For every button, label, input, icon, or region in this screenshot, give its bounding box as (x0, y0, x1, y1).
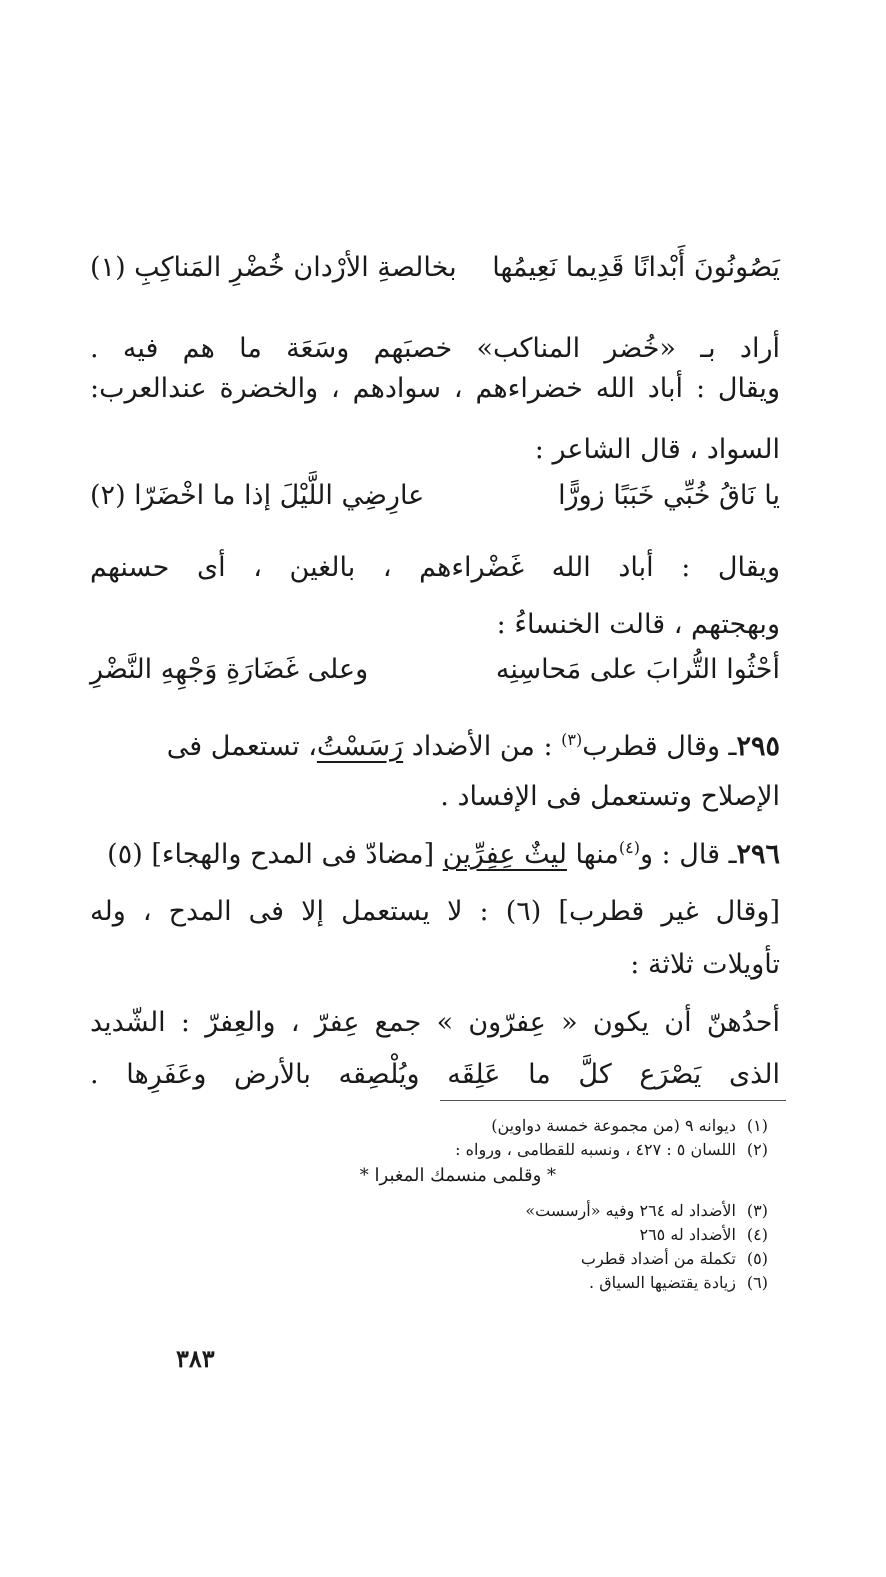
entry-296-line-5: الذى يَصْرَع كلَّ ما عَلِقَه ويُلْصِقه بالأرض وعَفَرِها . (90, 1059, 780, 1090)
footnote-4-text: الأضداد له ٢٦٥ (639, 1225, 736, 1244)
verse-3-hemistich-2: وعلى غَضَارَةِ وَجْهِهِ النَّضْرِ (90, 654, 369, 685)
footnote-2-number: (٢) (746, 1140, 768, 1159)
entry-296-line-2: [وقال غير قطرب] (٦) : لا يستعمل إلا فى المدح ، وله (90, 896, 780, 927)
footnote-1-text: ديوانه ٩ (من مجموعة خمسة دواوين) (491, 1116, 736, 1135)
entry-295-headword: رَسَسْتُ (316, 731, 404, 762)
footnote-4 (128, 1223, 768, 1247)
entry-295-line-1 (90, 720, 780, 767)
footnote-1 (128, 1114, 768, 1138)
footnote-2-verse: * وقلمى منسمك المغبرا * (359, 1165, 556, 1186)
verse-3-hemistich-1: أحْثُوا التُّرابَ على مَحاسِنِه (495, 654, 780, 685)
footnote-3 (128, 1199, 768, 1223)
verse-2-hemistich-1: يا نَاقُ خُبِّي خَبَبًا زورًّا (558, 480, 780, 511)
footnote-3-number: (٣) (746, 1201, 768, 1220)
entry-296-line-1 (90, 828, 780, 875)
footnote-6-text: زيادة يقتضيها السياق . (589, 1273, 736, 1292)
footnote-divider (440, 1100, 786, 1101)
paragraph-2-line-1: ويقال : أباد الله غَضْراءهم ، بالغين ، أى حسنهم (90, 552, 780, 583)
footnote-ref-4: (٤) (618, 838, 640, 857)
entry-295-number: ٢٩٥ (736, 731, 780, 762)
verse-3 (90, 650, 780, 690)
entry-296-line-4: أحدُهنّ أن يكون « عِفرّون » جمع عِفرّ ، والعِفرّ : الشّديد (90, 1007, 780, 1038)
entry-296-headword: ليثٌ عِفِرِّين (442, 839, 567, 870)
verse-1-hemistich-2: بخالصةِ الأرْدان خُضْرِ المَناكِبِ (١) (90, 252, 457, 283)
paragraph-1-line-1: أراد بـ «خُضر المناكب» خصبَهم وسَعَة ما هم فيه . (90, 333, 780, 364)
footnote-2-text: اللسان ٥ : ٤٢٧ ، ونسبه للقطامى ، ورواه : (455, 1140, 736, 1159)
verse-2 (90, 476, 780, 516)
entry-295-text-b: : من الأضداد (403, 731, 562, 762)
entry-296-text-b: منها (566, 839, 619, 870)
paragraph-1-line-2: ويقال : أباد الله خضراءهم ، سوادهم ، والخضرة عندالعرب: (90, 373, 780, 404)
entry-295-line-2: الإصلاح وتستعمل فى الإفساد . (440, 781, 780, 812)
footnote-5 (128, 1247, 768, 1271)
paragraph-1-line-3: السواد ، قال الشاعر : (534, 434, 780, 465)
footnote-4-number: (٤) (746, 1225, 768, 1244)
entry-296-number: ٢٩٦ (736, 839, 780, 870)
entry-295-text-a: ـ وقال قطرب (582, 731, 737, 762)
footnote-1-number: (١) (746, 1116, 768, 1135)
footnote-6 (128, 1271, 768, 1295)
entry-296-line-3: تأويلات ثلاثة : (630, 949, 780, 980)
footnote-2 (128, 1138, 768, 1162)
footnote-5-number: (٥) (746, 1249, 768, 1268)
verse-1-hemistich-1: يَصُونُونَ أَبْدانًا قَدِيما نَعِيمُها (492, 252, 780, 283)
verse-2-hemistich-2: عارِضِي اللَّيْلَ إذا ما اخْضَرّا (٢) (90, 480, 425, 511)
entry-296-text-a: ـ قال : و (639, 839, 737, 870)
page-number: ٣٨٣ (176, 1344, 215, 1373)
entry-296-text-c: [مضادّ فى المدح والهجاء] (٥) (107, 839, 443, 870)
footnote-ref-3: (٣) (561, 730, 583, 749)
footnote-3-text: الأضداد له ٢٦٤ وفيه «أرسست» (525, 1201, 736, 1220)
entry-295-text-c: ، تستعمل فى (166, 731, 317, 762)
verse-1 (90, 248, 780, 288)
footnote-5-text: تكملة من أضداد قطرب (580, 1249, 736, 1268)
footnote-6-number: (٦) (746, 1273, 768, 1292)
paragraph-2-line-2: وبهجتهم ، قالت الخنساءُ : (496, 609, 780, 640)
